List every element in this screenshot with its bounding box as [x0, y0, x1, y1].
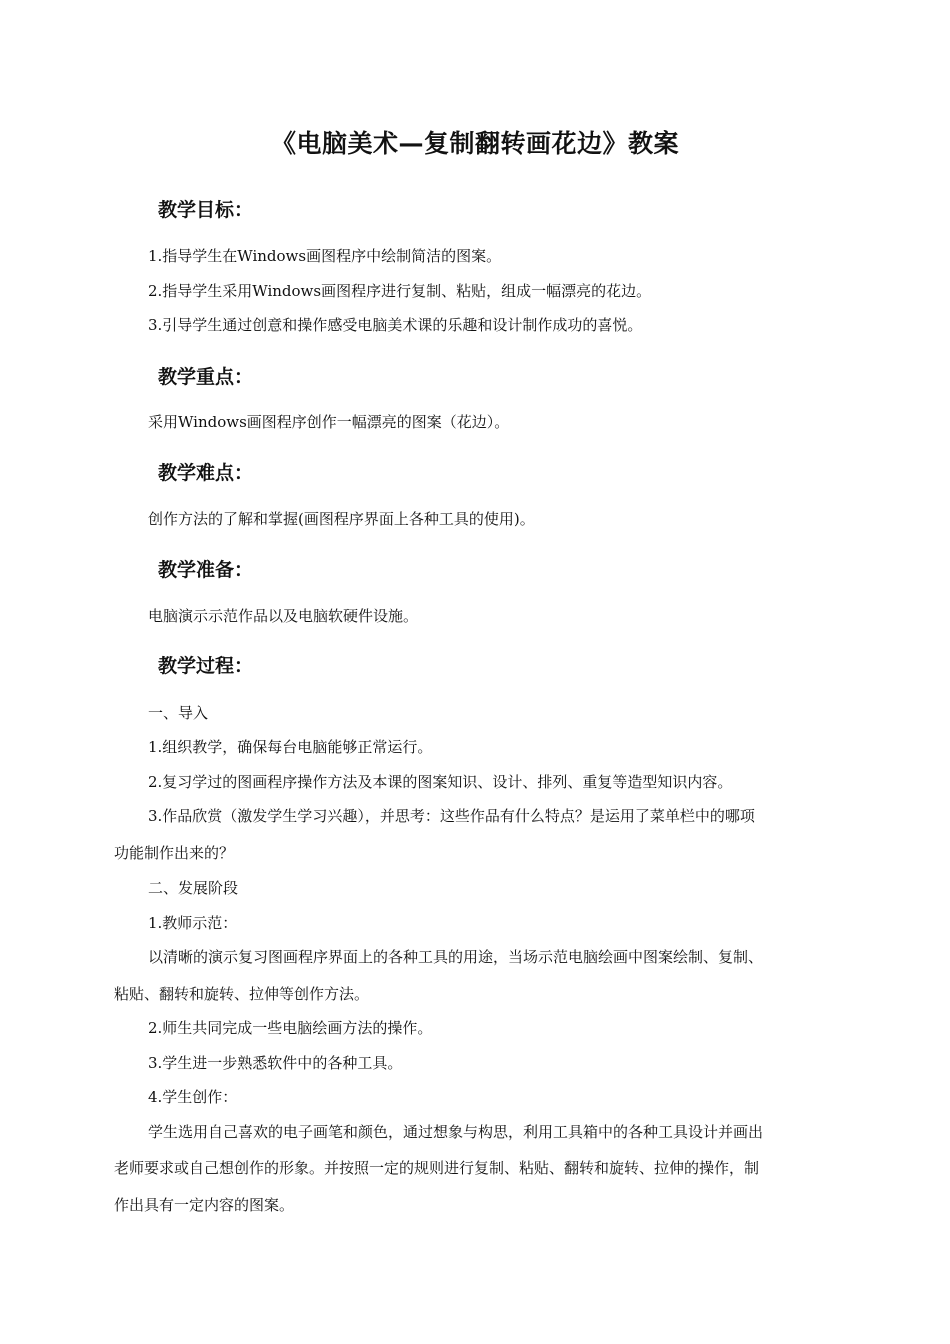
process-line: 3.学生进一步熟悉软件中的各种工具。	[148, 1054, 403, 1072]
heading-difficulties: 教学难点：	[158, 462, 254, 484]
process-line: 作出具有一定内容的图案。	[114, 1196, 295, 1214]
process-line: 老师要求或自己想创作的形象。并按照一定的规则进行复制、粘贴、翻转和旋转、拉伸的操作，制	[114, 1159, 760, 1177]
process-line: 3.作品欣赏（激发学生学习兴趣），并思考：这些作品有什么特点？是运用了菜单栏中的哪项	[148, 807, 755, 825]
process-line: 2.师生共同完成一些电脑绘画方法的操作。	[148, 1019, 433, 1037]
process-line: 2.复习学过的图画程序操作方法及本课的图案知识、设计、排列、重复等造型知识内容。	[148, 773, 733, 791]
process-line: 1.组织教学，确保每台电脑能够正常运行。	[148, 738, 433, 756]
process-line: 1.教师示范：	[148, 914, 238, 932]
key-points-text: 采用Windows画图程序创作一幅漂亮的图案（花边）。	[148, 413, 510, 431]
process-line: 一、导入	[148, 704, 209, 722]
document-title: 《电脑美术—复制翻转画花边》教案	[270, 129, 679, 158]
heading-process: 教学过程：	[158, 655, 254, 677]
objective-item: 1.指导学生在Windows画图程序中绘制简洁的图案。	[148, 247, 502, 265]
objective-item: 2.指导学生采用Windows画图程序进行复制、粘贴，组成一幅漂亮的花边。	[148, 282, 652, 300]
process-line: 以清晰的演示复习图画程序界面上的各种工具的用途，当场示范电脑绘画中图案绘制、复制、	[148, 948, 764, 966]
difficulties-text: 创作方法的了解和掌握(画图程序界面上各种工具的使用)。	[148, 510, 535, 528]
heading-preparation: 教学准备：	[158, 559, 254, 581]
heading-objectives: 教学目标：	[158, 199, 254, 221]
objective-item: 3.引导学生通过创意和操作感受电脑美术课的乐趣和设计制作成功的喜悦。	[148, 316, 643, 334]
heading-key-points: 教学重点：	[158, 366, 254, 388]
process-line: 功能制作出来的？	[114, 844, 235, 862]
process-line: 4.学生创作：	[148, 1088, 238, 1106]
process-line: 粘贴、翻转和旋转、拉伸等创作方法。	[114, 985, 370, 1003]
process-line: 学生选用自己喜欢的电子画笔和颜色，通过想象与构思，利用工具箱中的各种工具设计并画出	[148, 1123, 764, 1141]
preparation-text: 电脑演示示范作品以及电脑软硬件设施。	[148, 607, 419, 625]
process-line: 二、发展阶段	[148, 879, 239, 897]
